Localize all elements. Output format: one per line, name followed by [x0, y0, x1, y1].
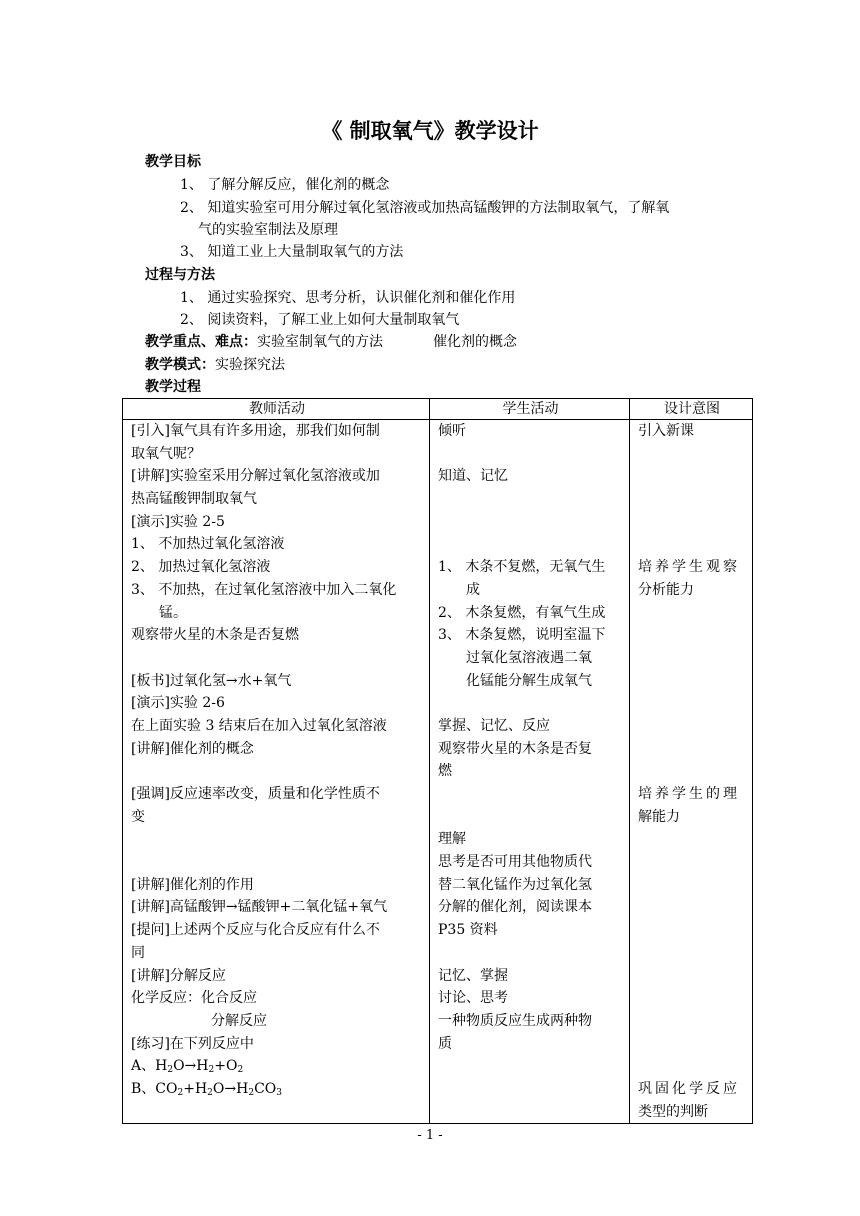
- student-line: 燃: [438, 763, 452, 780]
- key-points-text-1: 实验室制氧气的方法: [257, 334, 383, 350]
- teacher-line: [131, 851, 423, 874]
- teacher-line: 化学反应：化合反应: [131, 990, 257, 1007]
- student-line: 成: [466, 581, 480, 598]
- intent-line: [638, 896, 746, 919]
- formula-b: B、$CO_2+H_2O\to H_2CO_3$: [131, 1080, 282, 1098]
- student-line: 过氧化氢溶液遇二氧: [466, 649, 592, 666]
- goal-item-2-cont: 气的实验室制法及原理: [198, 222, 338, 238]
- intent-line: [638, 851, 746, 874]
- mode-text: 实验探究法: [215, 357, 285, 373]
- intent-line: [638, 1010, 746, 1033]
- process-method-item-1: 1、 通过实验探究、思考分析，认识催化剂和催化作用: [180, 290, 516, 306]
- goals-heading: 教学目标: [145, 154, 201, 170]
- teacher-line: [131, 760, 423, 783]
- intent-line: 分析能力: [638, 581, 694, 598]
- intent-line: 培养学生的理: [638, 786, 740, 802]
- student-line: 3、 木条复燃，说明室温下: [438, 627, 606, 644]
- teacher-line: [讲解]催化剂的概念: [131, 740, 254, 757]
- intent-line: [638, 1033, 746, 1056]
- intent-line: [638, 602, 746, 625]
- header-teacher: 教师活动: [123, 399, 430, 420]
- teacher-activities: [123, 420, 430, 1124]
- process-method-heading: 过程与方法: [145, 267, 215, 283]
- key-points-line: [145, 332, 517, 352]
- student-line: 掌握、记忆、反应: [438, 717, 550, 734]
- student-line: 一种物质反应生成两种物: [438, 1012, 592, 1029]
- student-line: 1、 木条不复燃，无氧气生: [438, 559, 606, 576]
- student-line: [438, 533, 623, 556]
- intent-line: 培养学生观察: [638, 559, 740, 576]
- teacher-line: 2、 加热过氧化氢溶液: [131, 559, 271, 576]
- design-intent: [630, 420, 753, 1124]
- student-line: 分解的催化剂，阅读课本: [438, 899, 592, 916]
- process-heading: 教学过程: [145, 379, 201, 395]
- teacher-line: [板书]过氧化氢→水+氧气: [131, 672, 292, 689]
- student-line: [438, 443, 623, 466]
- student-line: 记忆、掌握: [438, 967, 508, 984]
- teacher-line: [演示]实验 2-5: [131, 513, 225, 530]
- intent-line: [638, 715, 746, 738]
- teacher-line: 锰。: [159, 604, 187, 621]
- student-activities: [430, 420, 630, 1124]
- header-intent: 设计意图: [630, 399, 753, 420]
- process-method-item-2: 2、 阅读资料，了解工业上如何大量制取氧气: [180, 312, 460, 328]
- intent-line: [638, 488, 746, 511]
- formula-a: A、$H_2O\to H_2+O_2$: [131, 1058, 244, 1076]
- student-line: P35 资料: [438, 922, 498, 939]
- mode-line: [145, 355, 285, 375]
- student-line: 讨论、思考: [438, 990, 508, 1007]
- mode-label: 教学模式：: [145, 357, 215, 373]
- teacher-line: [讲解]实验室采用分解过氧化氢溶液或加: [131, 468, 380, 485]
- intent-line: [638, 465, 746, 488]
- teacher-line: [讲解]高锰酸钾→锰酸钾+二氧化锰+氧气: [131, 899, 388, 916]
- teacher-line: [讲解]催化剂的作用: [131, 876, 254, 893]
- intent-line: [638, 533, 746, 556]
- teacher-line: [131, 828, 423, 851]
- goal-item-3: 3、 知道工业上大量制取氧气的方法: [180, 244, 404, 260]
- page-number: - 1 -: [417, 1128, 443, 1143]
- student-line: [438, 806, 623, 829]
- student-line: 知道、记忆: [438, 468, 508, 485]
- key-points-label: 教学重点、难点：: [145, 334, 257, 350]
- teacher-line: 观察带火星的木条是否复燃: [131, 627, 299, 644]
- intent-line: 引入新课: [638, 423, 694, 439]
- student-line: 倾听: [438, 423, 466, 439]
- student-line: [438, 692, 623, 715]
- intent-line: [638, 738, 746, 761]
- teacher-line: 分解反应: [211, 1012, 267, 1029]
- intent-line: [638, 919, 746, 942]
- table-body-row: [123, 420, 753, 1124]
- teacher-line: 取氧气呢？: [131, 445, 201, 462]
- intent-line: [638, 760, 746, 783]
- teacher-line: [强调]反应速率改变，质量和化学性质不: [131, 786, 380, 802]
- key-points-text-2: 催化剂的概念: [433, 334, 517, 350]
- teacher-line: 在上面实验 3 结束后在加入过氧化氢溶液: [131, 717, 387, 734]
- teacher-line: [演示]实验 2-6: [131, 695, 225, 712]
- intent-line: 巩固化学反应: [638, 1080, 740, 1097]
- intent-line: [638, 942, 746, 965]
- teacher-line: 3、 不加热，在过氧化氢溶液中加入二氧化: [131, 581, 397, 598]
- student-line: 理解: [438, 831, 466, 848]
- student-line: 替二氧化锰作为过氧化氢: [438, 876, 592, 893]
- intent-line: [638, 443, 746, 466]
- teacher-line: [引入]氧气具有许多用途，那我们如何制: [131, 423, 380, 439]
- intent-line: [638, 511, 746, 534]
- intent-line: [638, 647, 746, 670]
- student-line: 质: [438, 1035, 452, 1052]
- student-line: 观察带火星的木条是否复: [438, 740, 592, 757]
- intent-line: 类型的判断: [638, 1103, 708, 1120]
- teacher-line: [讲解]分解反应: [131, 967, 226, 984]
- teacher-line: 热高锰酸钾制取氧气: [131, 491, 257, 508]
- intent-line: [638, 987, 746, 1010]
- teacher-line: 同: [131, 944, 145, 961]
- header-student: 学生活动: [430, 399, 630, 420]
- goal-item-1: 1、 了解分解反应，催化剂的概念: [180, 177, 390, 193]
- intent-line: [638, 965, 746, 988]
- student-line: [438, 511, 623, 534]
- student-line: 思考是否可用其他物质代: [438, 854, 592, 871]
- teacher-line: 变: [131, 808, 145, 825]
- teacher-line: 1、 不加热过氧化氢溶液: [131, 536, 285, 553]
- goal-item-2: 2、 知道实验室可用分解过氧化氢溶液或加热高锰酸钾的方法制取氧气，了解氧: [180, 200, 670, 216]
- teacher-line: [131, 647, 423, 670]
- intent-line: [638, 670, 746, 693]
- intent-line: 解能力: [638, 808, 680, 825]
- student-line: 2、 木条复燃，有氧气生成: [438, 604, 606, 621]
- intent-line: [638, 1055, 746, 1078]
- student-line: [438, 488, 623, 511]
- intent-line: [638, 874, 746, 897]
- teacher-line: [提问]上述两个反应与化合反应有什么不: [131, 922, 380, 939]
- intent-line: [638, 828, 746, 851]
- lesson-table: [122, 398, 753, 1124]
- intent-line: [638, 692, 746, 715]
- student-line: 化锰能分解生成氧气: [466, 672, 592, 689]
- intent-line: [638, 624, 746, 647]
- student-line: [438, 942, 623, 965]
- document-title: 《 制取氧气》教学设计: [321, 119, 539, 143]
- teacher-line: [练习]在下列反应中: [131, 1035, 254, 1052]
- table-header-row: [123, 399, 753, 420]
- student-line: [438, 783, 623, 806]
